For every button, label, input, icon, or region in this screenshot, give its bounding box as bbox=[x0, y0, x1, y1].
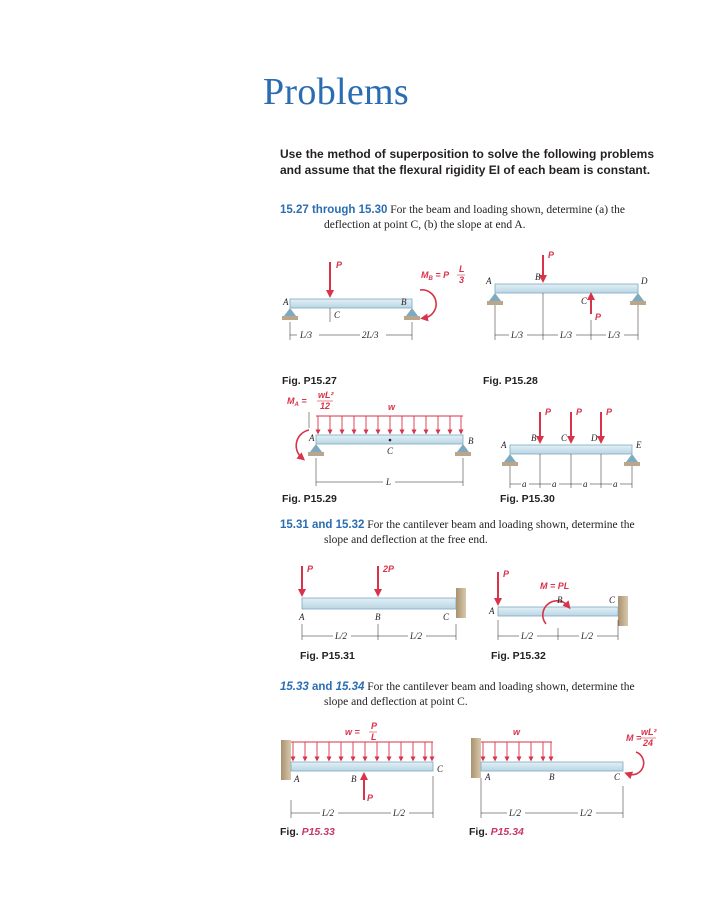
label-p3: P bbox=[606, 407, 613, 417]
figure-p15-33 bbox=[281, 721, 444, 818]
pin-support bbox=[504, 454, 516, 462]
label-d: D bbox=[641, 276, 648, 286]
moment-arrow bbox=[296, 430, 309, 458]
problem-number-a: 15.33 bbox=[280, 681, 309, 693]
label-b: B bbox=[351, 774, 357, 784]
problem-text-line1: For the cantilever beam and loading shown, determine the bbox=[367, 681, 635, 693]
label-c: C bbox=[443, 612, 450, 622]
figure-p15-30 bbox=[500, 407, 642, 489]
dim-a1: a bbox=[522, 479, 527, 489]
moment-label: M = PL bbox=[540, 581, 570, 591]
problem-number: 15.31 and 15.32 bbox=[280, 519, 365, 531]
pin-support bbox=[489, 293, 501, 301]
frac-num: wL² bbox=[318, 390, 334, 400]
caption-p15-28: Fig. P15.28 bbox=[483, 375, 538, 387]
moment-label: M = bbox=[626, 733, 642, 743]
label-b: B bbox=[549, 772, 555, 782]
dim-1: L/3 bbox=[511, 330, 524, 340]
figure-p15-32 bbox=[488, 569, 628, 641]
label-p-up: P bbox=[595, 312, 602, 322]
label-a: A bbox=[283, 297, 289, 307]
label-a: A bbox=[486, 276, 492, 286]
figure-p15-31 bbox=[298, 564, 466, 641]
label-c: C bbox=[609, 595, 616, 605]
label-p: P bbox=[307, 564, 314, 574]
caption-number: P15.34 bbox=[490, 826, 524, 838]
label-a: A bbox=[501, 440, 507, 450]
problem-text-line2: slope and deflection at the free end. bbox=[324, 534, 488, 546]
figure-p15-34 bbox=[471, 727, 657, 818]
caption-p15-29: Fig. P15.29 bbox=[282, 493, 337, 505]
ground bbox=[282, 316, 298, 320]
dim-2: L/3 bbox=[560, 330, 573, 340]
label-c: C bbox=[334, 310, 341, 320]
caption-prefix: Fig. bbox=[280, 826, 302, 838]
moment-label: $M_A$ = bbox=[287, 396, 307, 408]
beam bbox=[498, 607, 618, 616]
caption-p15-27: Fig. P15.27 bbox=[282, 375, 337, 387]
label-d: D bbox=[591, 433, 598, 443]
label-w: w bbox=[388, 402, 396, 412]
dim-a4: a bbox=[613, 479, 618, 489]
label-c: C bbox=[437, 764, 444, 774]
caption-p15-32: Fig. P15.32 bbox=[491, 650, 546, 662]
label-c: C bbox=[387, 446, 394, 456]
dim-a2: a bbox=[552, 479, 557, 489]
roller-support bbox=[626, 454, 638, 462]
roller-support bbox=[632, 293, 644, 301]
dim-2: L/2 bbox=[580, 808, 593, 818]
distributed-load bbox=[318, 416, 461, 432]
moment-arrow bbox=[628, 752, 644, 775]
fixed-wall bbox=[456, 588, 466, 618]
problem-text-line2: slope and deflection at point C. bbox=[324, 696, 468, 708]
label-b: B bbox=[557, 595, 563, 605]
frac-den: 3 bbox=[459, 275, 465, 285]
label-c: C bbox=[581, 296, 588, 306]
w-label: w bbox=[513, 727, 521, 737]
moment-arrow bbox=[420, 290, 436, 318]
dim-1: L/2 bbox=[322, 808, 335, 818]
label-a: A bbox=[299, 612, 305, 622]
label-b: B bbox=[375, 612, 381, 622]
label-p: P bbox=[367, 793, 374, 803]
pin-support bbox=[310, 444, 322, 452]
caption-p15-31: Fig. P15.31 bbox=[300, 650, 355, 662]
problem-number-b: 15.34 bbox=[335, 681, 365, 693]
caption-number: P15.33 bbox=[301, 826, 335, 838]
frac-den: 24 bbox=[643, 738, 654, 748]
label-a: A bbox=[489, 606, 495, 616]
distributed-load bbox=[293, 742, 432, 759]
beam bbox=[290, 299, 412, 308]
ground bbox=[404, 316, 420, 320]
dim-1: L/2 bbox=[509, 808, 522, 818]
label-b: B bbox=[401, 297, 407, 307]
dim-l: L bbox=[386, 477, 392, 487]
label-c: C bbox=[561, 433, 568, 443]
dim-a3: a bbox=[583, 479, 588, 489]
dim-2: L/2 bbox=[410, 631, 423, 641]
figure-p15-29 bbox=[287, 390, 474, 487]
fixed-wall bbox=[471, 738, 481, 778]
label-p1: P bbox=[545, 407, 552, 417]
moment-label: $M_B = P$ bbox=[421, 270, 450, 282]
fixed-wall bbox=[618, 596, 628, 626]
frac-den: 12 bbox=[320, 401, 331, 411]
label-c: C bbox=[614, 772, 621, 782]
label-a: A bbox=[294, 774, 300, 784]
label-b: B bbox=[468, 436, 474, 446]
figure-p15-27 bbox=[282, 260, 465, 340]
dim-1: L/2 bbox=[521, 631, 534, 641]
dim-l3: L/3 bbox=[300, 330, 313, 340]
figure-p15-28 bbox=[485, 250, 648, 340]
label-p2: P bbox=[576, 407, 583, 417]
frac-num: P bbox=[371, 721, 378, 731]
label-a: A bbox=[309, 433, 315, 443]
label-e: E bbox=[636, 440, 642, 450]
fixed-wall bbox=[281, 740, 291, 780]
dim-3: L/3 bbox=[608, 330, 621, 340]
beam bbox=[510, 445, 632, 454]
label-p: P bbox=[503, 569, 510, 579]
dim-1: L/2 bbox=[335, 631, 348, 641]
problem-text-line1: For the cantilever beam and loading shown, determine the bbox=[367, 519, 635, 531]
frac-num: L bbox=[459, 264, 465, 274]
problem-number-and: and bbox=[308, 681, 336, 693]
pin-support bbox=[284, 308, 296, 316]
caption-p15-30: Fig. P15.30 bbox=[500, 493, 555, 505]
problem-text-line2: deflection at point C, (b) the slope at end A. bbox=[324, 219, 526, 231]
beam bbox=[291, 762, 433, 771]
beam bbox=[495, 284, 638, 293]
label-b: B bbox=[535, 272, 541, 282]
label-b: B bbox=[531, 433, 537, 443]
label-2p: 2P bbox=[383, 564, 395, 574]
frac-num: wL² bbox=[641, 727, 657, 737]
w-label: w = bbox=[345, 727, 360, 737]
problem-text-line1: For the beam and loading shown, determine (a) the bbox=[390, 204, 625, 216]
distributed-load bbox=[483, 742, 551, 759]
label-p: P bbox=[336, 260, 343, 270]
dim-2: L/2 bbox=[581, 631, 594, 641]
frac-den: L bbox=[371, 732, 377, 742]
problem-number: 15.27 through 15.30 bbox=[280, 204, 388, 216]
page-title: Problems bbox=[263, 71, 409, 113]
beam bbox=[481, 762, 623, 771]
dim-2l3: 2L/3 bbox=[362, 330, 379, 340]
beam bbox=[302, 598, 456, 609]
caption-prefix: Fig. bbox=[469, 826, 491, 838]
label-p-top: P bbox=[548, 250, 555, 260]
intro-paragraph: Use the method of superposition to solve the following problems and assume that the flexural rigidity EI of each beam is constant. bbox=[280, 147, 654, 177]
dim-2: L/2 bbox=[393, 808, 406, 818]
label-a: A bbox=[485, 772, 491, 782]
roller-support bbox=[406, 308, 418, 316]
